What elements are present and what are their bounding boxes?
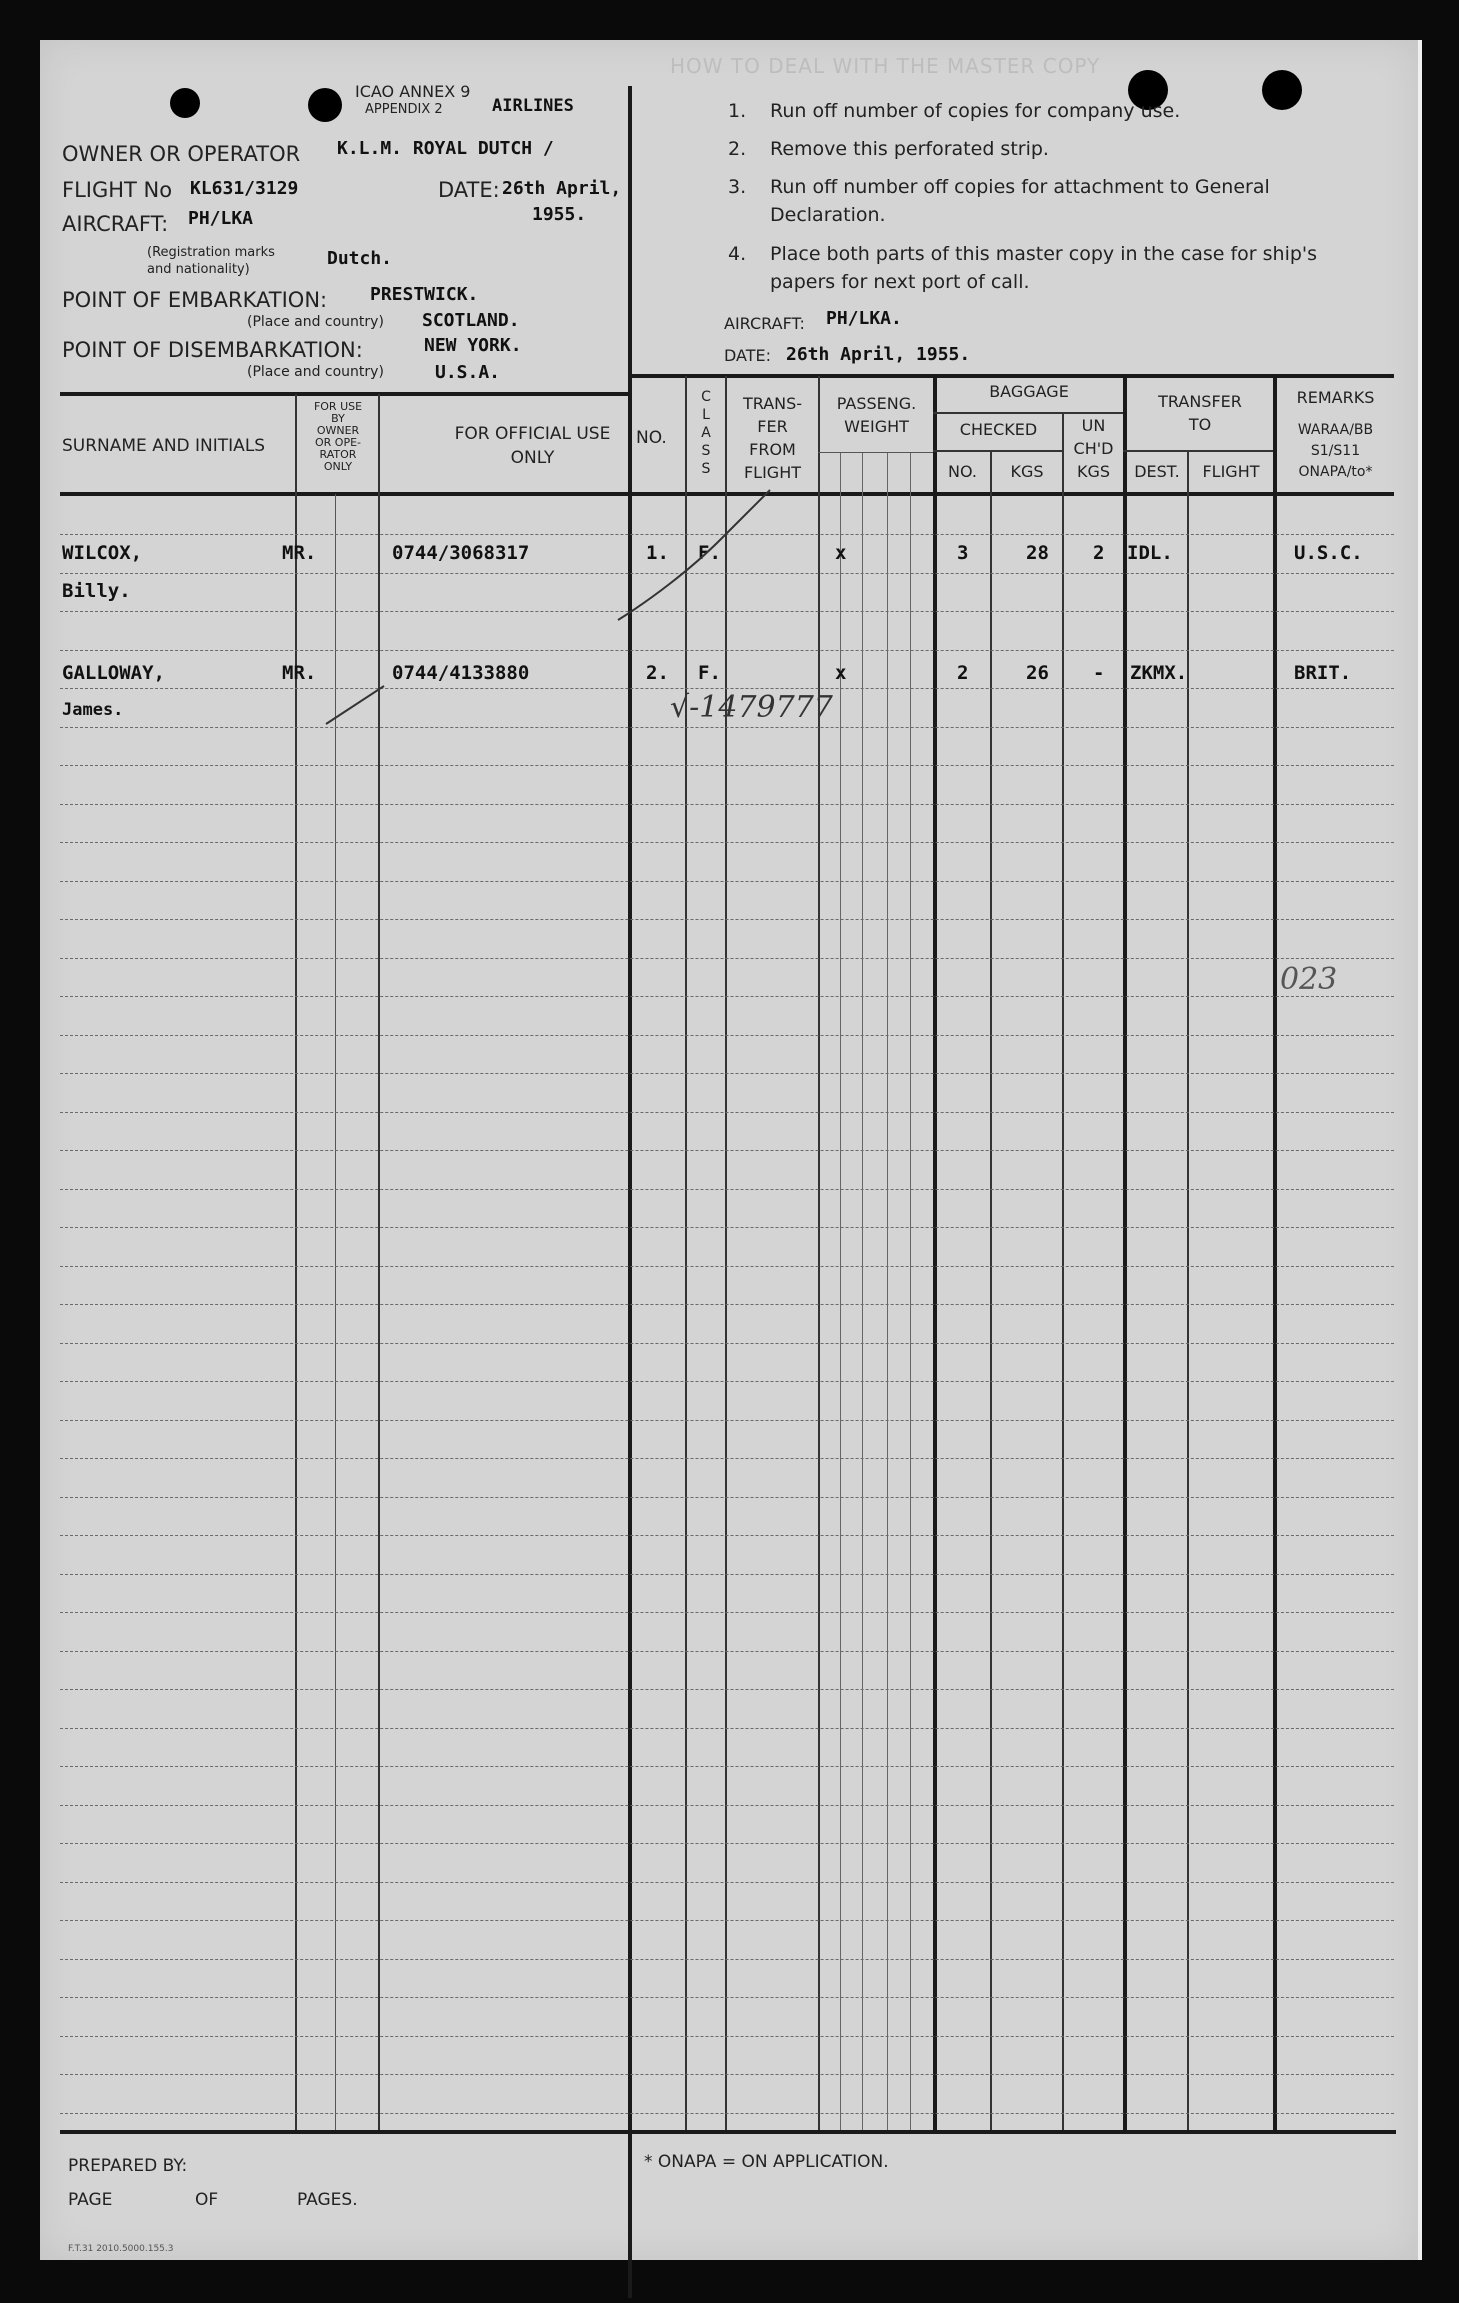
ruled-line <box>60 1997 1394 1998</box>
punch-hole-right-2 <box>1262 70 1302 110</box>
date-value-line2: 1955. <box>532 204 587 225</box>
handwritten-margin-number: 023 <box>1280 962 1338 997</box>
nationality-value: Dutch. <box>327 248 393 269</box>
col-class-letter: S <box>701 461 711 477</box>
instruction-2-text: Remove this perforated strip. <box>770 138 1049 160</box>
passenger-given-name: Billy. <box>62 580 131 602</box>
onapa-footnote: * ONAPA = ON APPLICATION. <box>644 2152 889 2172</box>
embarkation-country: SCOTLAND. <box>422 310 520 331</box>
ruled-line <box>60 1574 1394 1575</box>
ruled-line <box>60 1150 1394 1151</box>
date-label: DATE: <box>438 178 500 202</box>
instruction-3-text-line1: Run off number off copies for attachment to General <box>770 176 1270 198</box>
col-passeng-weight <box>820 392 933 438</box>
col-line-class <box>725 376 727 2130</box>
handwritten-checkmark <box>610 480 780 630</box>
col-owner-use-line: FOR USE <box>313 400 363 413</box>
passenger-dest: ZKMX. <box>1130 662 1188 684</box>
passenger-bag-kgs: 28 <box>1026 542 1049 564</box>
owner-label: OWNER OR OPERATOR <box>62 142 301 166</box>
col-flight: FLIGHT <box>1202 462 1260 481</box>
header-left-rule <box>60 392 630 396</box>
disembarkation-place-label: (Place and country) <box>247 364 384 380</box>
col-surname: SURNAME AND INITIALS <box>62 436 266 456</box>
instruction-4-num: 4. <box>728 243 747 265</box>
right-aircraft-value: PH/LKA. <box>826 308 902 329</box>
of-label: OF <box>195 2190 219 2210</box>
col-transfer-from-line: FROM <box>749 440 796 459</box>
weight-sub-rule <box>818 452 933 453</box>
passenger-remarks: BRIT. <box>1294 662 1352 684</box>
airlines-value: AIRLINES <box>492 96 574 116</box>
ruled-line <box>60 1689 1394 1690</box>
col-line-transfer-to <box>1123 376 1127 2130</box>
passenger-remarks: U.S.C. <box>1294 542 1363 564</box>
col-line-owner-use <box>295 394 297 2130</box>
ruled-line <box>60 1651 1394 1652</box>
ruled-line <box>60 1920 1394 1921</box>
col-owner-use-line: OWNER <box>316 424 360 437</box>
col-line-owner-use-mid <box>335 494 336 2130</box>
col-line-official <box>378 394 380 2130</box>
right-aircraft-label: AIRCRAFT: <box>724 314 805 333</box>
ruled-line <box>60 919 1394 920</box>
passenger-surname: GALLOWAY, <box>62 662 165 684</box>
col-official-line: FOR OFFICIAL USE <box>454 424 611 444</box>
col-weight-line: WEIGHT <box>844 417 909 436</box>
col-unchd-line: CH'D <box>1073 439 1114 458</box>
icao-annex-label: ICAO ANNEX 9 <box>355 82 471 101</box>
flight-value: KL631/3129 <box>190 178 299 199</box>
col-owner-use <box>298 401 378 473</box>
col-transfer-to-line: TRANSFER <box>1158 392 1242 411</box>
page-label: PAGE <box>68 2190 113 2210</box>
embarkation-place-label: (Place and country) <box>247 314 384 330</box>
col-unchd-line: UN <box>1081 416 1106 435</box>
passenger-weight-mark: x <box>835 542 847 564</box>
col-class <box>687 388 725 478</box>
handwritten-slash <box>322 680 392 730</box>
ruled-line <box>60 1728 1394 1729</box>
flight-label: FLIGHT No <box>62 178 173 202</box>
embarkation-value: PRESTWICK. <box>370 284 479 305</box>
col-baggage: BAGGAGE <box>989 382 1069 401</box>
instruction-3-text-line2: Declaration. <box>770 204 886 226</box>
instruction-1-num: 1. <box>728 100 747 122</box>
checked-sub-rule <box>933 450 1062 452</box>
ruled-line <box>60 996 1394 997</box>
col-transfer-from <box>727 392 818 484</box>
ruled-line <box>60 1805 1394 1806</box>
ruled-line <box>60 1112 1394 1113</box>
ruled-line <box>60 688 1394 689</box>
ruled-line <box>60 1073 1394 1074</box>
col-remarks-code: S1/S11 <box>1310 443 1361 459</box>
ruled-line <box>60 2074 1394 2075</box>
ruled-line <box>60 804 1394 805</box>
ruled-line <box>60 1843 1394 1844</box>
passenger-title: MR. <box>282 662 317 684</box>
passenger-surname: WILCOX, <box>62 542 143 564</box>
col-unchd-line: KGS <box>1076 462 1111 481</box>
ruled-line <box>60 1612 1394 1613</box>
manifest-sheet <box>40 40 1422 2260</box>
col-remarks: REMARKS <box>1296 388 1375 407</box>
col-bag-no: NO. <box>948 462 977 481</box>
aircraft-value: PH/LKA <box>188 208 254 229</box>
ruled-line <box>60 1959 1394 1960</box>
ruled-line <box>60 1381 1394 1382</box>
col-weight-line: PASSENG. <box>836 394 917 413</box>
col-official-line: ONLY <box>510 448 555 468</box>
col-class-letter: L <box>702 407 710 423</box>
date-value-line1: 26th April, <box>502 178 622 199</box>
passenger-unchd-kgs: 2 <box>1093 542 1105 564</box>
col-no: NO. <box>636 428 667 448</box>
ruled-line <box>60 1882 1394 1883</box>
ruled-line <box>60 650 1394 651</box>
prepared-by-label: PREPARED BY: <box>68 2156 188 2176</box>
ruled-line <box>60 2113 1394 2114</box>
col-class-letter: S <box>701 443 711 459</box>
ruled-line <box>60 727 1394 728</box>
passenger-given-name: James. <box>62 700 124 720</box>
instruction-4-text-line2: papers for next port of call. <box>770 271 1030 293</box>
ruled-line <box>60 1766 1394 1767</box>
passenger-no: 2. <box>646 662 669 684</box>
col-transfer-from-line: FER <box>757 417 788 436</box>
instruction-1-text: Run off number of copies for company use. <box>770 100 1181 122</box>
col-line-flight <box>1187 452 1189 2130</box>
col-line-weight-sub3 <box>887 452 888 2130</box>
ruled-line <box>60 881 1394 882</box>
handwritten-note: √-1479777 <box>670 690 833 725</box>
ruled-line <box>60 1266 1394 1267</box>
col-dest: DEST. <box>1134 462 1180 481</box>
passenger-official-number: 0744/4133880 <box>392 662 530 684</box>
owner-value: K.L.M. ROYAL DUTCH / <box>337 138 554 159</box>
passenger-bag-no: 3 <box>957 542 969 564</box>
pages-label: PAGES. <box>297 2190 358 2210</box>
col-remarks-code: ONAPA/to* <box>1298 464 1373 480</box>
col-class-letter: C <box>701 389 711 405</box>
right-date-label: DATE: <box>724 346 772 365</box>
col-line-unchd <box>1062 412 1064 2130</box>
passenger-official-number: 0744/3068317 <box>392 542 530 564</box>
passenger-bag-no: 2 <box>957 662 969 684</box>
passenger-class: F. <box>698 542 721 564</box>
passenger-class: F. <box>698 662 721 684</box>
ruled-line <box>60 1497 1394 1498</box>
ruled-line <box>60 1343 1394 1344</box>
col-transfer-to-line: TO <box>1188 415 1212 434</box>
col-remarks-code: WARAA/BB <box>1297 422 1374 438</box>
ruled-line <box>60 958 1394 959</box>
ruled-line <box>60 1535 1394 1536</box>
passenger-bag-kgs: 26 <box>1026 662 1049 684</box>
instruction-4-text-line1: Place both parts of this master copy in the case for ship's <box>770 243 1318 265</box>
col-unchd <box>1064 414 1123 483</box>
faded-heading: HOW TO DEAL WITH THE MASTER COPY <box>670 54 1101 78</box>
col-owner-use-line: RATOR <box>319 448 357 461</box>
col-owner-use-line: OR OPE- <box>314 436 361 449</box>
col-line-weight-sub2 <box>862 452 863 2130</box>
aircraft-label: AIRCRAFT: <box>62 212 169 236</box>
ruled-line <box>60 1458 1394 1459</box>
appendix-label: APPENDIX 2 <box>365 102 443 117</box>
registration-label-1: (Registration marks <box>147 245 275 260</box>
col-line-no <box>685 376 687 2130</box>
header-right-rule <box>630 374 1394 378</box>
punch-hole-left-2 <box>308 88 342 122</box>
col-class-letter: A <box>701 425 711 441</box>
embarkation-label: POINT OF EMBARKATION: <box>62 288 328 312</box>
col-transfer-to <box>1127 390 1273 436</box>
disembarkation-country: U.S.A. <box>435 362 501 383</box>
col-bag-kgs: KGS <box>1010 462 1044 481</box>
instruction-3-num: 3. <box>728 176 747 198</box>
ruled-line <box>60 1420 1394 1421</box>
col-line-transfer-from <box>818 376 820 2130</box>
passenger-dest: IDL. <box>1127 542 1173 564</box>
ruled-line <box>60 842 1394 843</box>
col-transfer-from-line: TRANS- <box>742 394 803 413</box>
col-line-remarks <box>1273 376 1277 2130</box>
ruled-line <box>60 765 1394 766</box>
col-owner-use-line: ONLY <box>323 460 353 473</box>
punch-hole-left-1 <box>170 88 200 118</box>
ruled-line <box>60 1227 1394 1228</box>
passenger-unchd-kgs: - <box>1093 662 1105 684</box>
disembarkation-label: POINT OF DISEMBARKATION: <box>62 338 363 362</box>
disembarkation-value: NEW YORK. <box>424 335 522 356</box>
col-transfer-from-line: FLIGHT <box>743 463 802 482</box>
instruction-2-num: 2. <box>728 138 747 160</box>
col-remarks-codes <box>1277 420 1394 483</box>
col-line-weight-sub1 <box>840 452 841 2130</box>
transfer-sub-rule <box>1123 450 1273 452</box>
right-date-value: 26th April, 1955. <box>786 344 971 365</box>
ruled-line <box>60 2036 1394 2037</box>
registration-label-2: and nationality) <box>147 262 250 277</box>
footer-rule <box>60 2130 1396 2134</box>
form-code: F.T.31 2010.5000.155.3 <box>68 2244 174 2254</box>
ruled-line <box>60 1189 1394 1190</box>
passenger-weight-mark: x <box>835 662 847 684</box>
col-line-bag-kgs <box>990 452 992 2130</box>
passenger-no: 1. <box>646 542 669 564</box>
center-divider <box>628 86 632 2298</box>
ruled-line <box>60 1304 1394 1305</box>
col-owner-use-line: BY <box>331 412 345 425</box>
col-line-weight-sub4 <box>910 452 911 2130</box>
ruled-line <box>60 1035 1394 1036</box>
passenger-title: MR. <box>282 542 317 564</box>
col-line-baggage <box>933 376 937 2130</box>
col-checked: CHECKED <box>959 420 1038 439</box>
